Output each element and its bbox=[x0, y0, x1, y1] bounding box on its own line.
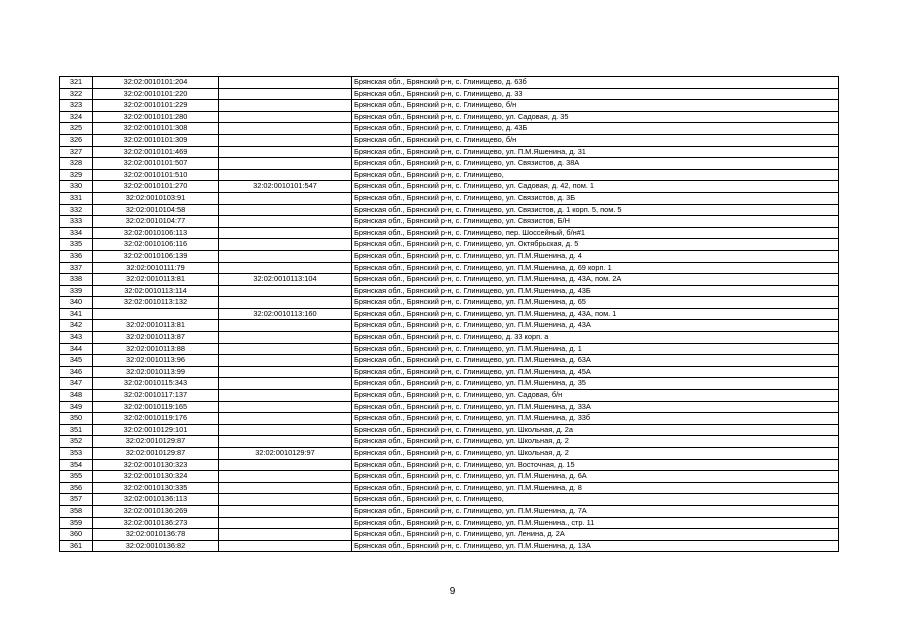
address-cell: Брянская обл., Брянский р-н, с. Глинищево, ул. П.М.Яшенина, д. 31 bbox=[352, 146, 839, 158]
cadastral-number-cell: 32:02:0010101:507 bbox=[93, 158, 219, 170]
address-cell: Брянская обл., Брянский р-н, с. Глинищево, ул. П.М.Яшенина, д. 33А bbox=[352, 401, 839, 413]
table-row bbox=[60, 308, 839, 320]
page-number: 9 bbox=[449, 586, 456, 597]
table-row bbox=[60, 401, 839, 413]
row-number-cell: 335 bbox=[60, 239, 93, 251]
row-number-cell: 340 bbox=[60, 297, 93, 309]
address-cell: Брянская обл., Брянский р-н, с. Глинищево, ул. П.М.Яшенина, д. 43А bbox=[352, 320, 839, 332]
table-row bbox=[60, 424, 839, 436]
address-cell: Брянская обл., Брянский р-н, с. Глинищево, ул. П.М.Яшенина, д. 35 bbox=[352, 378, 839, 390]
cadastral-number-cell: 32:02:0010101:270 bbox=[93, 181, 219, 193]
table-row bbox=[60, 332, 839, 344]
address-cell: Брянская обл., Брянский р-н, с. Глинищево, ул. П.М.Яшенина, д. 65 bbox=[352, 297, 839, 309]
address-cell: Брянская обл., Брянский р-н, с. Глинищево, ул. П.М.Яшенина, д. 43Б bbox=[352, 285, 839, 297]
cadastral-number-cell: 32:02:0010117:137 bbox=[93, 390, 219, 402]
row-number-cell: 326 bbox=[60, 134, 93, 146]
parent-cadastral-number-cell bbox=[219, 390, 352, 402]
table-row bbox=[60, 517, 839, 529]
address-cell: Брянская обл., Брянский р-н, с. Глинищево, ул. Связистов, д. 3Б bbox=[352, 192, 839, 204]
table-row bbox=[60, 390, 839, 402]
parent-cadastral-number-cell bbox=[219, 320, 352, 332]
parent-cadastral-number-cell bbox=[219, 297, 352, 309]
address-cell: Брянская обл., Брянский р-н, с. Глинищево, б/н bbox=[352, 100, 839, 112]
parent-cadastral-number-cell bbox=[219, 529, 352, 541]
row-number-cell: 349 bbox=[60, 401, 93, 413]
cadastral-number-cell: 32:02:0010113:96 bbox=[93, 355, 219, 367]
address-cell: Брянская обл., Брянский р-н, с. Глинищево, ул. П.М.Яшенина., стр. 11 bbox=[352, 517, 839, 529]
parent-cadastral-number-cell bbox=[219, 123, 352, 135]
table-row bbox=[60, 88, 839, 100]
table-row bbox=[60, 227, 839, 239]
table-row bbox=[60, 505, 839, 517]
cadastral-number-cell bbox=[93, 308, 219, 320]
cadastral-number-cell: 32:02:0010130:324 bbox=[93, 471, 219, 483]
parent-cadastral-number-cell bbox=[219, 343, 352, 355]
parent-cadastral-number-cell bbox=[219, 216, 352, 228]
cadastral-number-cell: 32:02:0010130:323 bbox=[93, 459, 219, 471]
registry-table bbox=[59, 76, 839, 552]
cadastral-number-cell: 32:02:0010113:132 bbox=[93, 297, 219, 309]
address-cell: Брянская обл., Брянский р-н, с. Глинищево, ул. Садовая, д. 42, пом. 1 bbox=[352, 181, 839, 193]
table-row bbox=[60, 413, 839, 425]
table-row bbox=[60, 204, 839, 216]
cadastral-number-cell: 32:02:0010106:116 bbox=[93, 239, 219, 251]
parent-cadastral-number-cell bbox=[219, 204, 352, 216]
parent-cadastral-number-cell bbox=[219, 517, 352, 529]
cadastral-number-cell: 32:02:0010136:82 bbox=[93, 540, 219, 552]
row-number-cell: 331 bbox=[60, 192, 93, 204]
row-number-cell: 344 bbox=[60, 343, 93, 355]
row-number-cell: 361 bbox=[60, 540, 93, 552]
parent-cadastral-number-cell bbox=[219, 413, 352, 425]
table-row bbox=[60, 471, 839, 483]
address-cell: Брянская обл., Брянский р-н, с. Глинищево, ул. П.М.Яшенина, д. 43А, пом. 1 bbox=[352, 308, 839, 320]
row-number-cell: 328 bbox=[60, 158, 93, 170]
row-number-cell: 323 bbox=[60, 100, 93, 112]
table-row bbox=[60, 448, 839, 460]
table-row bbox=[60, 146, 839, 158]
address-cell: Брянская обл., Брянский р-н, с. Глинищево, ул. Октябрьская, д. 5 bbox=[352, 239, 839, 251]
address-cell: Брянская обл., Брянский р-н, с. Глинищево, ул. П.М.Яшенина, д. 8 bbox=[352, 482, 839, 494]
cadastral-number-cell: 32:02:0010136:269 bbox=[93, 505, 219, 517]
parent-cadastral-number-cell: 32:02:0010113:104 bbox=[219, 274, 352, 286]
row-number-cell: 325 bbox=[60, 123, 93, 135]
table-row bbox=[60, 250, 839, 262]
address-cell: Брянская обл., Брянский р-н, с. Глинищево, ул. П.М.Яшенина, д. 6А bbox=[352, 471, 839, 483]
cadastral-number-cell: 32:02:0010104:77 bbox=[93, 216, 219, 228]
cadastral-number-cell: 32:02:0010101:308 bbox=[93, 123, 219, 135]
row-number-cell: 353 bbox=[60, 448, 93, 460]
row-number-cell: 342 bbox=[60, 320, 93, 332]
cadastral-number-cell: 32:02:0010113:99 bbox=[93, 366, 219, 378]
row-number-cell: 321 bbox=[60, 77, 93, 89]
cadastral-number-cell: 32:02:0010101:469 bbox=[93, 146, 219, 158]
row-number-cell: 337 bbox=[60, 262, 93, 274]
parent-cadastral-number-cell bbox=[219, 100, 352, 112]
row-number-cell: 322 bbox=[60, 88, 93, 100]
address-cell: Брянская обл., Брянский р-н, с. Глинищево, ул. Связистов, д. 38А bbox=[352, 158, 839, 170]
cadastral-number-cell: 32:02:0010101:309 bbox=[93, 134, 219, 146]
parent-cadastral-number-cell bbox=[219, 77, 352, 89]
parent-cadastral-number-cell bbox=[219, 355, 352, 367]
cadastral-number-cell: 32:02:0010115:343 bbox=[93, 378, 219, 390]
parent-cadastral-number-cell: 32:02:0010113:160 bbox=[219, 308, 352, 320]
row-number-cell: 333 bbox=[60, 216, 93, 228]
parent-cadastral-number-cell: 32:02:0010129:97 bbox=[219, 448, 352, 460]
parent-cadastral-number-cell bbox=[219, 494, 352, 506]
cadastral-number-cell: 32:02:0010129:87 bbox=[93, 436, 219, 448]
table-row bbox=[60, 181, 839, 193]
row-number-cell: 351 bbox=[60, 424, 93, 436]
address-cell: Брянская обл., Брянский р-н, с. Глинищево, д. 43Б bbox=[352, 123, 839, 135]
registry-table-body bbox=[60, 77, 839, 552]
parent-cadastral-number-cell bbox=[219, 111, 352, 123]
row-number-cell: 347 bbox=[60, 378, 93, 390]
cadastral-number-cell: 32:02:0010113:81 bbox=[93, 274, 219, 286]
address-cell: Брянская обл., Брянский р-н, с. Глинищево, ул. П.М.Яшенина, д. 43А, пом. 2А bbox=[352, 274, 839, 286]
address-cell: Брянская обл., Брянский р-н, с. Глинищево, ул. П.М.Яшенина, д. 7А bbox=[352, 505, 839, 517]
address-cell: Брянская обл., Брянский р-н, с. Глинищево, пер. Шоссейный, б/н#1 bbox=[352, 227, 839, 239]
row-number-cell: 350 bbox=[60, 413, 93, 425]
address-cell: Брянская обл., Брянский р-н, с. Глинищево, ул. П.М.Яшенина, д. 4 bbox=[352, 250, 839, 262]
row-number-cell: 336 bbox=[60, 250, 93, 262]
address-cell: Брянская обл., Брянский р-н, с. Глинищево, ул. Школьная, д. 2 bbox=[352, 436, 839, 448]
parent-cadastral-number-cell bbox=[219, 262, 352, 274]
parent-cadastral-number-cell bbox=[219, 239, 352, 251]
cadastral-number-cell: 32:02:0010113:114 bbox=[93, 285, 219, 297]
address-cell: Брянская обл., Брянский р-н, с. Глинищево, ул. Связистов, Б/Н bbox=[352, 216, 839, 228]
table-row bbox=[60, 192, 839, 204]
table-row bbox=[60, 355, 839, 367]
cadastral-number-cell: 32:02:0010119:176 bbox=[93, 413, 219, 425]
address-cell: Брянская обл., Брянский р-н, с. Глинищево, ул. Связистов, д. 1 корп. 5, пом. 5 bbox=[352, 204, 839, 216]
table-row bbox=[60, 274, 839, 286]
cadastral-number-cell: 32:02:0010103:91 bbox=[93, 192, 219, 204]
table-row bbox=[60, 343, 839, 355]
table-row bbox=[60, 320, 839, 332]
table-row bbox=[60, 111, 839, 123]
table-row bbox=[60, 540, 839, 552]
address-cell: Брянская обл., Брянский р-н, с. Глинищево, ул. П.М.Яшенина, д. 1 bbox=[352, 343, 839, 355]
cadastral-number-cell: 32:02:0010101:220 bbox=[93, 88, 219, 100]
row-number-cell: 346 bbox=[60, 366, 93, 378]
cadastral-number-cell: 32:02:0010101:280 bbox=[93, 111, 219, 123]
parent-cadastral-number-cell bbox=[219, 471, 352, 483]
parent-cadastral-number-cell: 32:02:0010101:547 bbox=[219, 181, 352, 193]
address-cell: Брянская обл., Брянский р-н, с. Глинищево, ул. Садовая, б/н bbox=[352, 390, 839, 402]
row-number-cell: 329 bbox=[60, 169, 93, 181]
row-number-cell: 355 bbox=[60, 471, 93, 483]
cadastral-number-cell: 32:02:0010136:273 bbox=[93, 517, 219, 529]
parent-cadastral-number-cell bbox=[219, 227, 352, 239]
cadastral-number-cell: 32:02:0010104:58 bbox=[93, 204, 219, 216]
table-row bbox=[60, 378, 839, 390]
parent-cadastral-number-cell bbox=[219, 482, 352, 494]
parent-cadastral-number-cell bbox=[219, 158, 352, 170]
table-row bbox=[60, 100, 839, 112]
table-row bbox=[60, 459, 839, 471]
cadastral-number-cell: 32:02:0010101:229 bbox=[93, 100, 219, 112]
row-number-cell: 341 bbox=[60, 308, 93, 320]
address-cell: Брянская обл., Брянский р-н, с. Глинищево, б/н bbox=[352, 134, 839, 146]
address-cell: Брянская обл., Брянский р-н, с. Глинищево, ул. П.М.Яшенина, д. 13А bbox=[352, 540, 839, 552]
table-row bbox=[60, 482, 839, 494]
parent-cadastral-number-cell bbox=[219, 285, 352, 297]
row-number-cell: 357 bbox=[60, 494, 93, 506]
parent-cadastral-number-cell bbox=[219, 436, 352, 448]
row-number-cell: 356 bbox=[60, 482, 93, 494]
address-cell: Брянская обл., Брянский р-н, с. Глинищево, ул. П.М.Яшенина, д. 63А bbox=[352, 355, 839, 367]
address-cell: Брянская обл., Брянский р-н, с. Глинищево, ул. Школьная, д. 2а bbox=[352, 424, 839, 436]
cadastral-number-cell: 32:02:0010113:88 bbox=[93, 343, 219, 355]
row-number-cell: 358 bbox=[60, 505, 93, 517]
table-row bbox=[60, 285, 839, 297]
address-cell: Брянская обл., Брянский р-н, с. Глинищево, ул. Школьная, д. 2 bbox=[352, 448, 839, 460]
row-number-cell: 348 bbox=[60, 390, 93, 402]
table-row bbox=[60, 262, 839, 274]
address-cell: Брянская обл., Брянский р-н, с. Глинищево, д. 33 bbox=[352, 88, 839, 100]
address-cell: Брянская обл., Брянский р-н, с. Глинищево, ул. Восточная, д. 15 bbox=[352, 459, 839, 471]
row-number-cell: 360 bbox=[60, 529, 93, 541]
table-row bbox=[60, 297, 839, 309]
parent-cadastral-number-cell bbox=[219, 401, 352, 413]
parent-cadastral-number-cell bbox=[219, 169, 352, 181]
table-row bbox=[60, 123, 839, 135]
row-number-cell: 354 bbox=[60, 459, 93, 471]
parent-cadastral-number-cell bbox=[219, 192, 352, 204]
cadastral-number-cell: 32:02:0010106:139 bbox=[93, 250, 219, 262]
cadastral-number-cell: 32:02:0010129:101 bbox=[93, 424, 219, 436]
cadastral-number-cell: 32:02:0010111:79 bbox=[93, 262, 219, 274]
address-cell: Брянская обл., Брянский р-н, с. Глинищево, ул. П.М.Яшенина, д. 45А bbox=[352, 366, 839, 378]
parent-cadastral-number-cell bbox=[219, 134, 352, 146]
address-cell: Брянская обл., Брянский р-н, с. Глинищево, д. 33 корп. а bbox=[352, 332, 839, 344]
address-cell: Брянская обл., Брянский р-н, с. Глинищево, ул. П.М.Яшенина, д. 33б bbox=[352, 413, 839, 425]
table-row bbox=[60, 239, 839, 251]
table-row bbox=[60, 366, 839, 378]
parent-cadastral-number-cell bbox=[219, 540, 352, 552]
table-row bbox=[60, 77, 839, 89]
table-row bbox=[60, 436, 839, 448]
parent-cadastral-number-cell bbox=[219, 366, 352, 378]
parent-cadastral-number-cell bbox=[219, 146, 352, 158]
row-number-cell: 345 bbox=[60, 355, 93, 367]
cadastral-number-cell: 32:02:0010136:78 bbox=[93, 529, 219, 541]
cadastral-number-cell: 32:02:0010101:204 bbox=[93, 77, 219, 89]
row-number-cell: 359 bbox=[60, 517, 93, 529]
row-number-cell: 338 bbox=[60, 274, 93, 286]
cadastral-number-cell: 32:02:0010113:81 bbox=[93, 320, 219, 332]
parent-cadastral-number-cell bbox=[219, 88, 352, 100]
row-number-cell: 352 bbox=[60, 436, 93, 448]
address-cell: Брянская обл., Брянский р-н, с. Глинищево, ул. Садовая, д. 35 bbox=[352, 111, 839, 123]
cadastral-number-cell: 32:02:0010130:335 bbox=[93, 482, 219, 494]
address-cell: Брянская обл., Брянский р-н, с. Глинищево, д. 63б bbox=[352, 77, 839, 89]
cadastral-number-cell: 32:02:0010101:510 bbox=[93, 169, 219, 181]
parent-cadastral-number-cell bbox=[219, 459, 352, 471]
cadastral-number-cell: 32:02:0010106:113 bbox=[93, 227, 219, 239]
table-row bbox=[60, 169, 839, 181]
parent-cadastral-number-cell bbox=[219, 332, 352, 344]
address-cell: Брянская обл., Брянский р-н, с. Глинищево, ул. Ленина, д. 2А bbox=[352, 529, 839, 541]
parent-cadastral-number-cell bbox=[219, 424, 352, 436]
row-number-cell: 339 bbox=[60, 285, 93, 297]
cadastral-number-cell: 32:02:0010129:87 bbox=[93, 448, 219, 460]
address-cell: Брянская обл., Брянский р-н, с. Глинищево, ул. П.М.Яшенина, д. 69 корп. 1 bbox=[352, 262, 839, 274]
cadastral-number-cell: 32:02:0010136:113 bbox=[93, 494, 219, 506]
cadastral-number-cell: 32:02:0010113:87 bbox=[93, 332, 219, 344]
cadastral-number-cell: 32:02:0010119:165 bbox=[93, 401, 219, 413]
row-number-cell: 332 bbox=[60, 204, 93, 216]
table-row bbox=[60, 216, 839, 228]
address-cell: Брянская обл., Брянский р-н, с. Глинищево, bbox=[352, 169, 839, 181]
row-number-cell: 343 bbox=[60, 332, 93, 344]
table-row bbox=[60, 134, 839, 146]
address-cell: Брянская обл., Брянский р-н, с. Глинищево, bbox=[352, 494, 839, 506]
parent-cadastral-number-cell bbox=[219, 250, 352, 262]
row-number-cell: 327 bbox=[60, 146, 93, 158]
table-row bbox=[60, 158, 839, 170]
parent-cadastral-number-cell bbox=[219, 378, 352, 390]
row-number-cell: 334 bbox=[60, 227, 93, 239]
table-row bbox=[60, 529, 839, 541]
row-number-cell: 330 bbox=[60, 181, 93, 193]
row-number-cell: 324 bbox=[60, 111, 93, 123]
parent-cadastral-number-cell bbox=[219, 505, 352, 517]
table-row bbox=[60, 494, 839, 506]
